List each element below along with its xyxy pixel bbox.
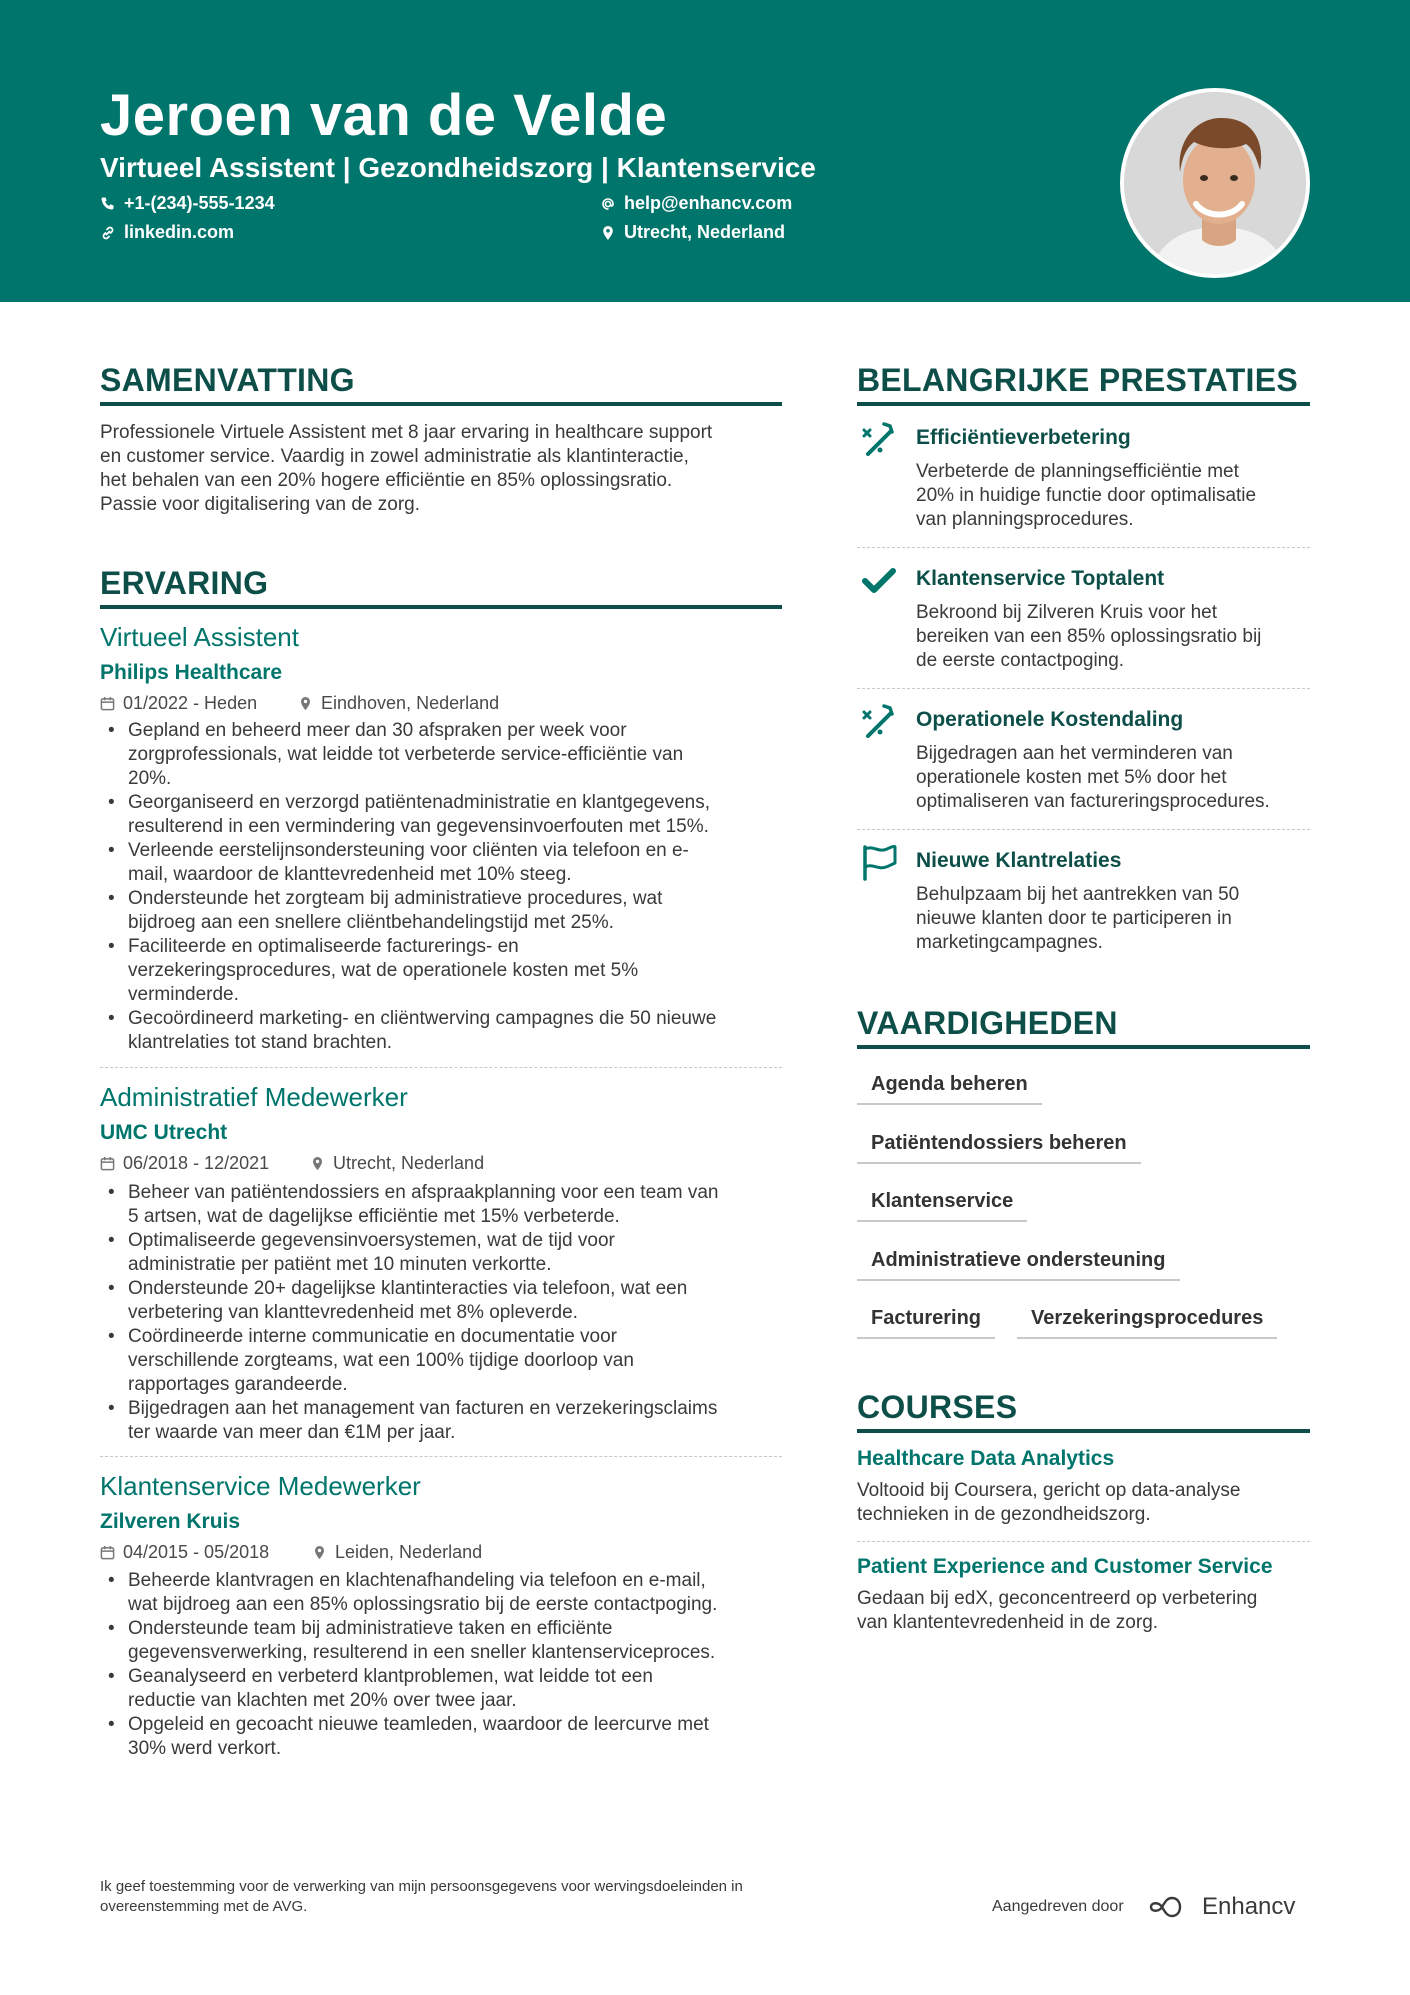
job-location <box>298 693 499 714</box>
bullet-item: • Georganiseerd en verzorgd patiëntenadministratie en klantgegevens, resulterend in een vermindering van gegevensinvoerfouten met 15%. <box>100 791 790 839</box>
calendar-icon <box>100 1545 115 1560</box>
location-pin-icon <box>600 225 616 241</box>
consent-text: Ik geef toestemming voor de verwerking van mijn persoonsgegevens voor wervingsdoeleinden in overeenstemming met de AVG. <box>100 1878 743 1915</box>
job-dates <box>100 1153 269 1174</box>
flag-icon <box>860 843 898 881</box>
summary-line: Passie voor digitalisering van de zorg. <box>100 494 421 515</box>
job-title: Administratief Medewerker <box>100 1082 408 1112</box>
linkedin-text: linkedin.com <box>124 222 235 242</box>
bullet-item: • Optimaliseerde gegevensinvoersystemen, wat de tijd voor administratie per patiënt met 10 minuten verkortte. <box>100 1229 790 1277</box>
summary-rule <box>100 402 782 406</box>
company-name: UMC Utrecht <box>100 1121 228 1144</box>
divider <box>857 547 1310 548</box>
achievement-title: Operationele Kostendaling <box>916 708 1184 731</box>
bullet-item: • Geanalyseerd en verbeterd klantproblemen, wat leidde tot een reductie van klachten met 20% over twee jaar. <box>100 1665 790 1713</box>
magic-wand-icon <box>860 420 898 458</box>
location-pin-icon <box>310 1156 325 1171</box>
divider <box>857 829 1310 830</box>
phone-icon <box>100 196 116 212</box>
summary-title: SAMENVATTING <box>100 362 355 398</box>
job-bullets <box>100 1569 790 1761</box>
email-contact[interactable] <box>600 193 792 214</box>
job-location-text: Utrecht, Nederland <box>333 1153 485 1173</box>
header-banner <box>0 0 1410 302</box>
location-text: Utrecht, Nederland <box>624 222 786 242</box>
bullet-item: • Beheer van patiëntendossiers en afspraakplanning voor een team van 5 artsen, wat de dagelijkse efficiëntie met 15% verbeterde. <box>100 1181 790 1229</box>
summary-line: het behalen van een 20% hogere efficiëntie en 85% oplossingsratio. <box>100 470 673 491</box>
job-dates-text: 06/2018 - 12/2021 <box>123 1153 270 1173</box>
job-location-text: Leiden, Nederland <box>335 1542 483 1562</box>
location-pin-icon <box>298 696 313 711</box>
bullet-item: • Ondersteunde 20+ dagelijkse klantinteracties via telefoon, wat een verbetering van klanttevredenheid met 8% opleverde. <box>100 1277 790 1325</box>
job-dates-text: 04/2015 - 05/2018 <box>123 1542 270 1562</box>
phone-text: +1-(234)-555-1234 <box>124 193 275 213</box>
powered-by-label: Aangedreven door <box>992 1898 1124 1915</box>
achievement-text: Verbeterde de planningsefficiëntie met 20% in huidige functie door optimalisatie van planningsprocedures. <box>916 461 1257 530</box>
course-title: Patient Experience and Customer Service <box>857 1555 1273 1578</box>
linkedin-contact[interactable] <box>100 222 234 243</box>
candidate-name: Jeroen van de Velde <box>100 83 668 148</box>
divider <box>100 1067 782 1068</box>
headline: Virtueel Assistent | Gezondheidszorg | Klantenservice <box>100 152 816 183</box>
experience-rule <box>100 605 782 609</box>
bullet-item: • Opgeleid en gecoacht nieuwe teamleden, waardoor de leercurve met 30% werd verkort. <box>100 1713 790 1761</box>
bullet-item: • Gepland en beheerd meer dan 30 afspraken per week voor zorgprofessionals, wat leidde tot verbeterde service-efficiëntie van 20%. <box>100 719 790 791</box>
calendar-icon <box>100 1156 115 1171</box>
phone-contact[interactable] <box>100 193 275 214</box>
bullet-item: • Ondersteunde het zorgteam bij administratieve procedures, wat bijdroeg aan een snellere cliëntbehandelingstijd met 25%. <box>100 887 790 935</box>
bullet-item: • Faciliteerde en optimaliseerde facturerings- en verzekeringsprocedures, wat de operationele kosten met 5% verminderde. <box>100 935 790 1007</box>
profile-photo <box>1120 88 1310 278</box>
enhancv-logo-icon <box>1148 1895 1194 1919</box>
job-dates-text: 01/2022 - Heden <box>123 693 258 713</box>
job-location <box>312 1542 482 1563</box>
courses-title: COURSES <box>857 1389 1018 1425</box>
at-icon <box>600 196 616 212</box>
link-icon <box>100 225 116 241</box>
bullet-item: • Ondersteunde team bij administratieve taken en efficiënte gegevensverwerking, resulterend in een sneller klantenserviceproces. <box>100 1617 790 1665</box>
achievement-text: Bekroond bij Zilveren Kruis voor het bereiken van een 85% oplossingsratio bij de eerste contactpoging. <box>916 602 1262 671</box>
job-location <box>310 1153 484 1174</box>
magic-wand-icon <box>860 702 898 740</box>
achievements-title: BELANGRIJKE PRESTATIES <box>857 362 1299 398</box>
achievement-title: Efficiëntieverbetering <box>916 426 1131 449</box>
achievement-title: Klantenservice Toptalent <box>916 567 1165 590</box>
skills-rule <box>857 1045 1310 1049</box>
enhancv-brand-name: Enhancv <box>1202 1893 1296 1920</box>
job-title: Virtueel Assistent <box>100 622 299 652</box>
experience-title: ERVARING <box>100 565 269 601</box>
job-bullets <box>100 1181 790 1445</box>
company-name: Philips Healthcare <box>100 661 283 684</box>
courses-rule <box>857 1429 1310 1433</box>
course-title: Healthcare Data Analytics <box>857 1447 1115 1470</box>
bullet-item: • Beheerde klantvragen en klachtenafhandeling via telefoon en e-mail, wat bijdroeg aan een 85% oplossingsratio bij de eerste contactpoging. <box>100 1569 790 1617</box>
summary-text <box>100 421 790 517</box>
skill-tag: Patiëntendossiers beheren <box>857 1130 1141 1164</box>
checkmark-icon <box>860 562 898 600</box>
bullet-item: • Bijgedragen aan het management van facturen en verzekeringsclaims ter waarde van meer dan €1M per jaar. <box>100 1397 790 1445</box>
job-dates <box>100 1542 269 1563</box>
achievements-rule <box>857 402 1310 406</box>
job-location-text: Eindhoven, Nederland <box>321 693 500 713</box>
skill-tag: Klantenservice <box>857 1188 1027 1222</box>
achievement-text: Bijgedragen aan het verminderen van operationele kosten met 5% door het optimaliseren van factureringsprocedures. <box>916 743 1270 812</box>
skill-tag: Verzekeringsprocedures <box>1017 1305 1277 1339</box>
calendar-icon <box>100 696 115 711</box>
divider <box>857 1541 1310 1542</box>
bullet-item: • Verleende eerstelijnsondersteuning voor cliënten via telefoon en e- mail, waardoor de klanttevredenheid met 10% steeg. <box>100 839 790 887</box>
achievement-title: Nieuwe Klantrelaties <box>916 849 1122 872</box>
achievement-text: Behulpzaam bij het aantrekken van 50 nieuwe klanten door te participeren in marketingcampagnes. <box>916 884 1240 953</box>
bullet-item: • Gecoördineerd marketing- en cliëntwerving campagnes die 50 nieuwe klantrelaties tot stand brachten. <box>100 1007 790 1055</box>
job-dates <box>100 693 257 714</box>
company-name: Zilveren Kruis <box>100 1510 241 1533</box>
job-bullets <box>100 719 790 1055</box>
location-pin-icon <box>312 1545 327 1560</box>
divider <box>857 688 1310 689</box>
course-text: Voltooid bij Coursera, gericht op data-analyse technieken in de gezondheidszorg. <box>857 1480 1241 1525</box>
email-text: help@enhancv.com <box>624 193 793 213</box>
bullet-item: • Coördineerde interne communicatie en documentatie voor verschillende zorgteams, wat een 100% tijdige doorloop van rapportages garandeerde. <box>100 1325 790 1397</box>
enhancv-logo[interactable] <box>1148 1893 1295 1921</box>
summary-line: en customer service. Vaardig in zowel administratie als klantinteractie, <box>100 446 689 467</box>
skill-tag: Agenda beheren <box>857 1071 1042 1105</box>
divider <box>100 1456 782 1457</box>
skill-tag: Facturering <box>857 1305 995 1339</box>
job-title: Klantenservice Medewerker <box>100 1471 421 1501</box>
skill-tag: Administratieve ondersteuning <box>857 1247 1180 1281</box>
location-contact <box>600 222 785 243</box>
course-text: Gedaan bij edX, geconcentreerd op verbetering van klantentevredenheid in de zorg. <box>857 1588 1258 1633</box>
skills-title: VAARDIGHEDEN <box>857 1005 1118 1041</box>
summary-line: Professionele Virtuele Assistent met 8 jaar ervaring in healthcare support <box>100 422 713 443</box>
